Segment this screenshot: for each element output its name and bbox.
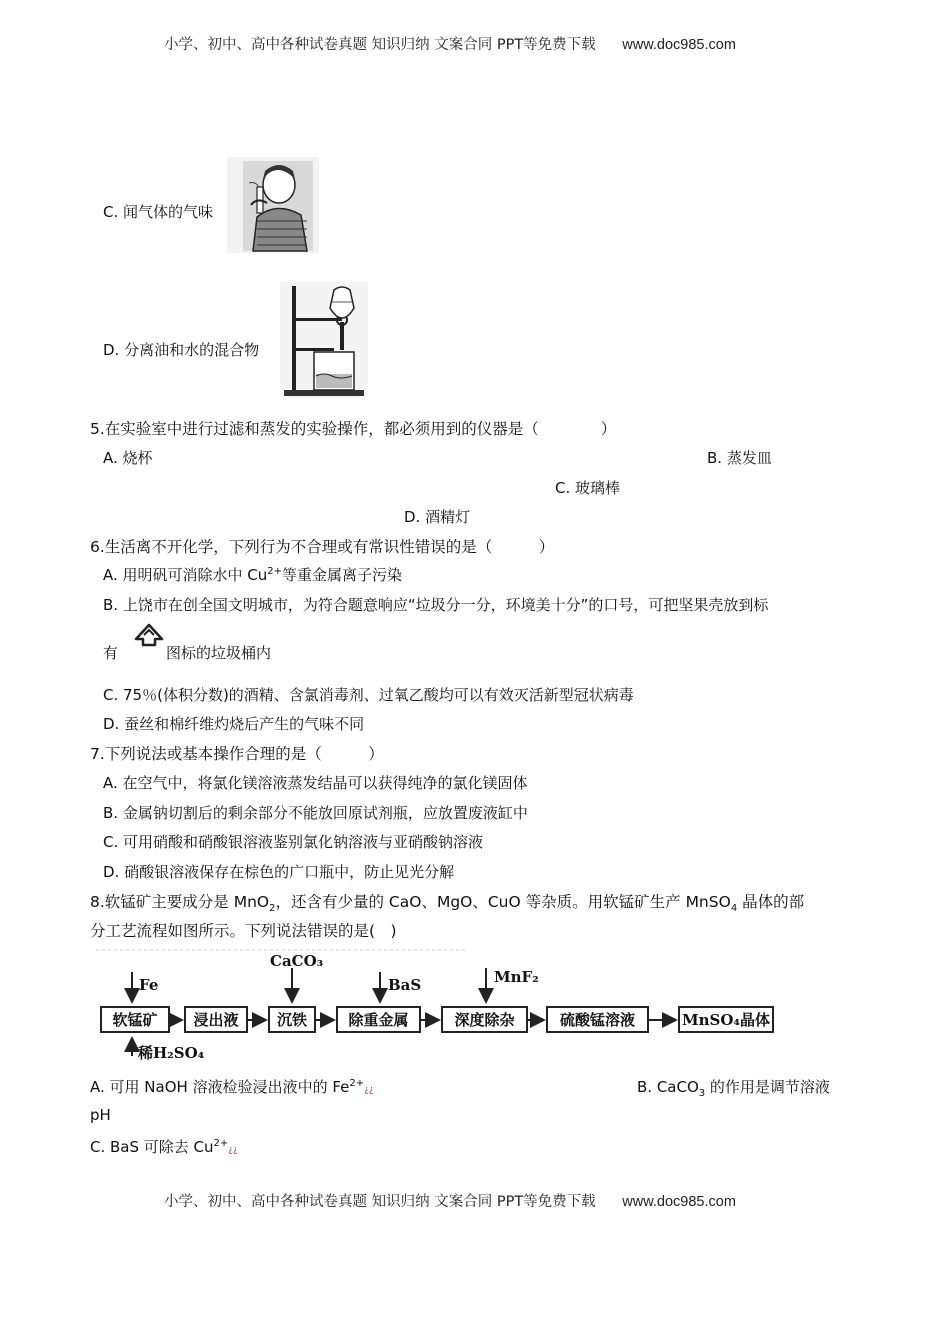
q6-option-c: C. 75％(体积分数)的酒精、含氯消毒剂、过氧乙酸均可以有效灭活新型冠状病毒 bbox=[103, 686, 634, 704]
flow-box-heavy-metal-removal: 除重金属 bbox=[336, 1006, 421, 1033]
flow-input-mnf2: MnF₂ bbox=[494, 968, 539, 986]
q5-stem: 5.在实验室中进行过滤和蒸发的实验操作，都必须用到的仪器是（ ） bbox=[90, 420, 617, 438]
q8-option-c bbox=[90, 1136, 238, 1157]
flow-input-caco3: CaCO₃ bbox=[270, 952, 324, 970]
q8-option-a-pre: A. 可用 NaOH 溶液检验浸出液中的 Fe bbox=[90, 1078, 350, 1096]
q6-option-b-pre: 有 bbox=[103, 644, 119, 662]
q8-option-a bbox=[90, 1076, 374, 1097]
flow-box-mnso4-crystal: MnSO₄晶体 bbox=[678, 1006, 774, 1033]
flow-box-manganese-sulfate-solution: 硫酸锰溶液 bbox=[546, 1006, 649, 1033]
q8-stem-line2: 分工艺流程如图所示。下列说法错误的是( ) bbox=[90, 922, 397, 940]
q7-option-a: A. 在空气中，将氯化镁溶液蒸发结晶可以获得纯净的氯化镁固体 bbox=[103, 774, 528, 792]
page-header bbox=[164, 33, 736, 54]
q8-stem-c: 晶体的部 bbox=[737, 893, 805, 911]
page-footer bbox=[164, 1190, 736, 1211]
flow-box-leachate: 浸出液 bbox=[184, 1006, 248, 1033]
q6-option-b-line2 bbox=[103, 642, 118, 663]
q8-option-b-pre: B. CaCO bbox=[637, 1078, 699, 1096]
footer-url: www.doc985.com bbox=[622, 1194, 736, 1210]
q5-option-b: B. 蒸发皿 bbox=[707, 449, 772, 467]
q7-stem: 7.下列说法或基本操作合理的是（ ） bbox=[90, 745, 384, 763]
q8-option-b bbox=[637, 1076, 830, 1099]
q8-stem-b: ，还含有少量的 CaO、MgO、CuO 等杂质。用软锰矿生产 MnSO bbox=[275, 893, 731, 911]
q8-option-b-post: 的作用是调节溶液 bbox=[705, 1078, 830, 1096]
q6-option-a-post: 等重金属离子污染 bbox=[282, 566, 403, 584]
process-flow-diagram bbox=[96, 948, 786, 1066]
q8-option-b-sub: 3 bbox=[698, 1088, 706, 1099]
flow-box-deep-purification: 深度除杂 bbox=[441, 1006, 528, 1033]
q6-option-a-pre: A. 用明矾可消除水中 Cu bbox=[103, 566, 268, 584]
q8-stem-sub1: 2 bbox=[269, 903, 276, 915]
q5-option-c: C. 玻璃棒 bbox=[555, 479, 621, 497]
q6-option-a-sup: 2+ bbox=[267, 566, 283, 577]
smell-gas-figure bbox=[227, 157, 319, 253]
q8-option-a-sup: 2+ bbox=[349, 1078, 365, 1089]
q6-option-b-post: 图标的垃圾桶内 bbox=[166, 644, 272, 662]
q6-option-b-line1: B. 上饶市在创全国文明城市，为符合题意响应“垃圾分一分，环境美十分”的口号，可把坚果壳放到标 bbox=[103, 596, 769, 614]
q6-option-a bbox=[103, 564, 402, 585]
flow-input-fe: Fe bbox=[139, 976, 159, 994]
footer-text: 小学、初中、高中各种试卷真题 知识归纳 文案合同 PPT等免费下载 bbox=[164, 1194, 596, 1210]
flow-input-bas: BaS bbox=[388, 976, 422, 994]
q4-option-c: C. 闻气体的气味 bbox=[103, 203, 214, 221]
header-text: 小学、初中、高中各种试卷真题 知识归纳 文案合同 PPT等免费下载 bbox=[164, 37, 596, 53]
q5-option-a: A. 烧杯 bbox=[103, 449, 153, 467]
recyclable-bin-icon bbox=[134, 623, 164, 651]
flow-box-iron-precipitation: 沉铁 bbox=[268, 1006, 316, 1033]
q8-option-c-odd: ¿¿ bbox=[228, 1145, 238, 1155]
q8-option-a-odd: ¿¿ bbox=[364, 1085, 374, 1095]
q8-stem-sub2: 4 bbox=[730, 903, 738, 915]
flow-box-ore: 软锰矿 bbox=[100, 1006, 170, 1033]
q7-option-c: C. 可用硝酸和硝酸银溶液鉴别氯化钠溶液与亚硝酸钠溶液 bbox=[103, 833, 484, 851]
q5-option-d: D. 酒精灯 bbox=[404, 508, 471, 526]
flow-input-dilute-h2so4: 稀H₂SO₄ bbox=[138, 1044, 205, 1062]
q8-stem-line1 bbox=[90, 890, 804, 914]
q8-stem-a: 8.软锰矿主要成分是 MnO bbox=[90, 893, 270, 911]
header-url: www.doc985.com bbox=[622, 37, 736, 53]
q8-option-c-sup: 2+ bbox=[213, 1138, 229, 1149]
q6-stem: 6.生活离不开化学，下列行为不合理或有常识性错误的是（ ） bbox=[90, 538, 555, 556]
separatory-funnel-figure bbox=[280, 282, 368, 398]
q7-option-b: B. 金属钠切割后的剩余部分不能放回原试剂瓶，应放置废液缸中 bbox=[103, 804, 528, 822]
q6-option-d: D. 蚕丝和棉纤维灼烧后产生的气味不同 bbox=[103, 715, 365, 733]
q4-option-d: D. 分离油和水的混合物 bbox=[103, 341, 260, 359]
q8-option-b-wrap: pH bbox=[90, 1106, 111, 1124]
q8-option-c-pre: C. BaS 可除去 Cu bbox=[90, 1138, 214, 1156]
q7-option-d: D. 硝酸银溶液保存在棕色的广口瓶中，防止见光分解 bbox=[103, 863, 455, 881]
